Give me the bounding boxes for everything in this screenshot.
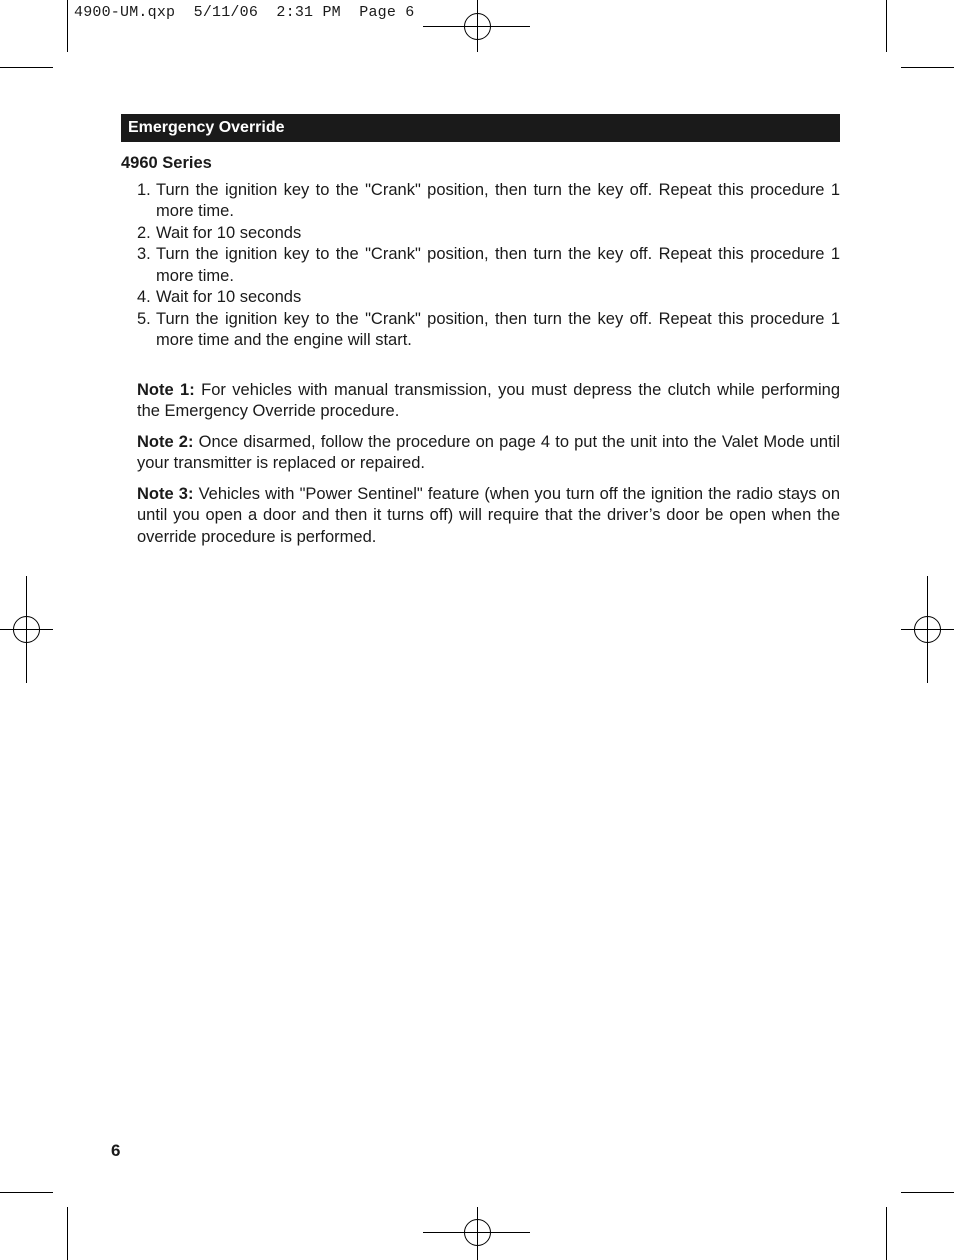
step-number: 2.	[137, 223, 151, 242]
crop-mark-bottom-right-horizontal	[901, 1192, 954, 1193]
crop-mark-top-right-vertical	[886, 0, 887, 52]
crop-mark-bottom-left-horizontal	[0, 1192, 53, 1193]
page-content	[121, 153, 840, 557]
crop-mark-top-right-horizontal	[901, 67, 954, 68]
note-text: Vehicles with "Power Sentinel" feature (when you turn off the ignition the radio stays on until you open a door and then it turns off) will require that the driver’s door be open when the override procedure is performed.	[137, 484, 841, 546]
step-text: Turn the ignition key to the "Crank" position, then turn the key off. Repeat this procedure 1 more time.	[156, 180, 840, 220]
crop-mark-bottom-right-vertical	[886, 1207, 887, 1260]
step-number: 4.	[137, 288, 151, 306]
section-header	[121, 114, 840, 142]
procedure-step	[137, 287, 840, 309]
step-text: Turn the ignition key to the "Crank" position, then turn the key off. Repeat this procedure 1 more time.	[156, 245, 840, 285]
section-title: Emergency Override	[128, 119, 285, 136]
crop-mark-top-left-vertical	[67, 0, 68, 52]
note	[137, 380, 840, 423]
note-text: Once disarmed, follow the procedure on page 4 to put the unit into the Valet Mode until your transmitter is replaced or repaired.	[137, 432, 841, 472]
step-text: Wait for 10 seconds	[156, 288, 302, 306]
print-slug: 4900-UM.qxp 5/11/06 2:31 PM Page 6	[74, 4, 415, 21]
procedure-step	[137, 223, 840, 245]
procedure-step	[137, 244, 840, 287]
note	[137, 484, 840, 549]
step-number: 5.	[137, 309, 151, 328]
step-number: 3.	[137, 245, 151, 263]
crop-mark-top-left-horizontal	[0, 67, 53, 68]
procedure-step	[137, 180, 840, 223]
note-label: Note 3:	[137, 484, 194, 503]
crop-mark-bottom-left-vertical	[67, 1207, 68, 1260]
procedure-steps	[121, 180, 840, 352]
notes-section	[121, 380, 840, 549]
procedure-step	[137, 309, 840, 352]
note-text: For vehicles with manual transmission, you must depress the clutch while performing the Emergency Override procedure.	[137, 380, 840, 420]
series-title: 4960 Series	[121, 154, 212, 172]
page-number: 6	[111, 1141, 121, 1160]
step-number: 1.	[137, 180, 151, 199]
note-label: Note 2:	[137, 432, 194, 451]
step-text: Wait for 10 seconds	[156, 223, 302, 242]
note	[137, 432, 840, 475]
step-text: Turn the ignition key to the "Crank" position, then turn the key off. Repeat this procedure 1 more time and the engine will start.	[156, 309, 840, 349]
note-label: Note 1:	[137, 380, 195, 399]
